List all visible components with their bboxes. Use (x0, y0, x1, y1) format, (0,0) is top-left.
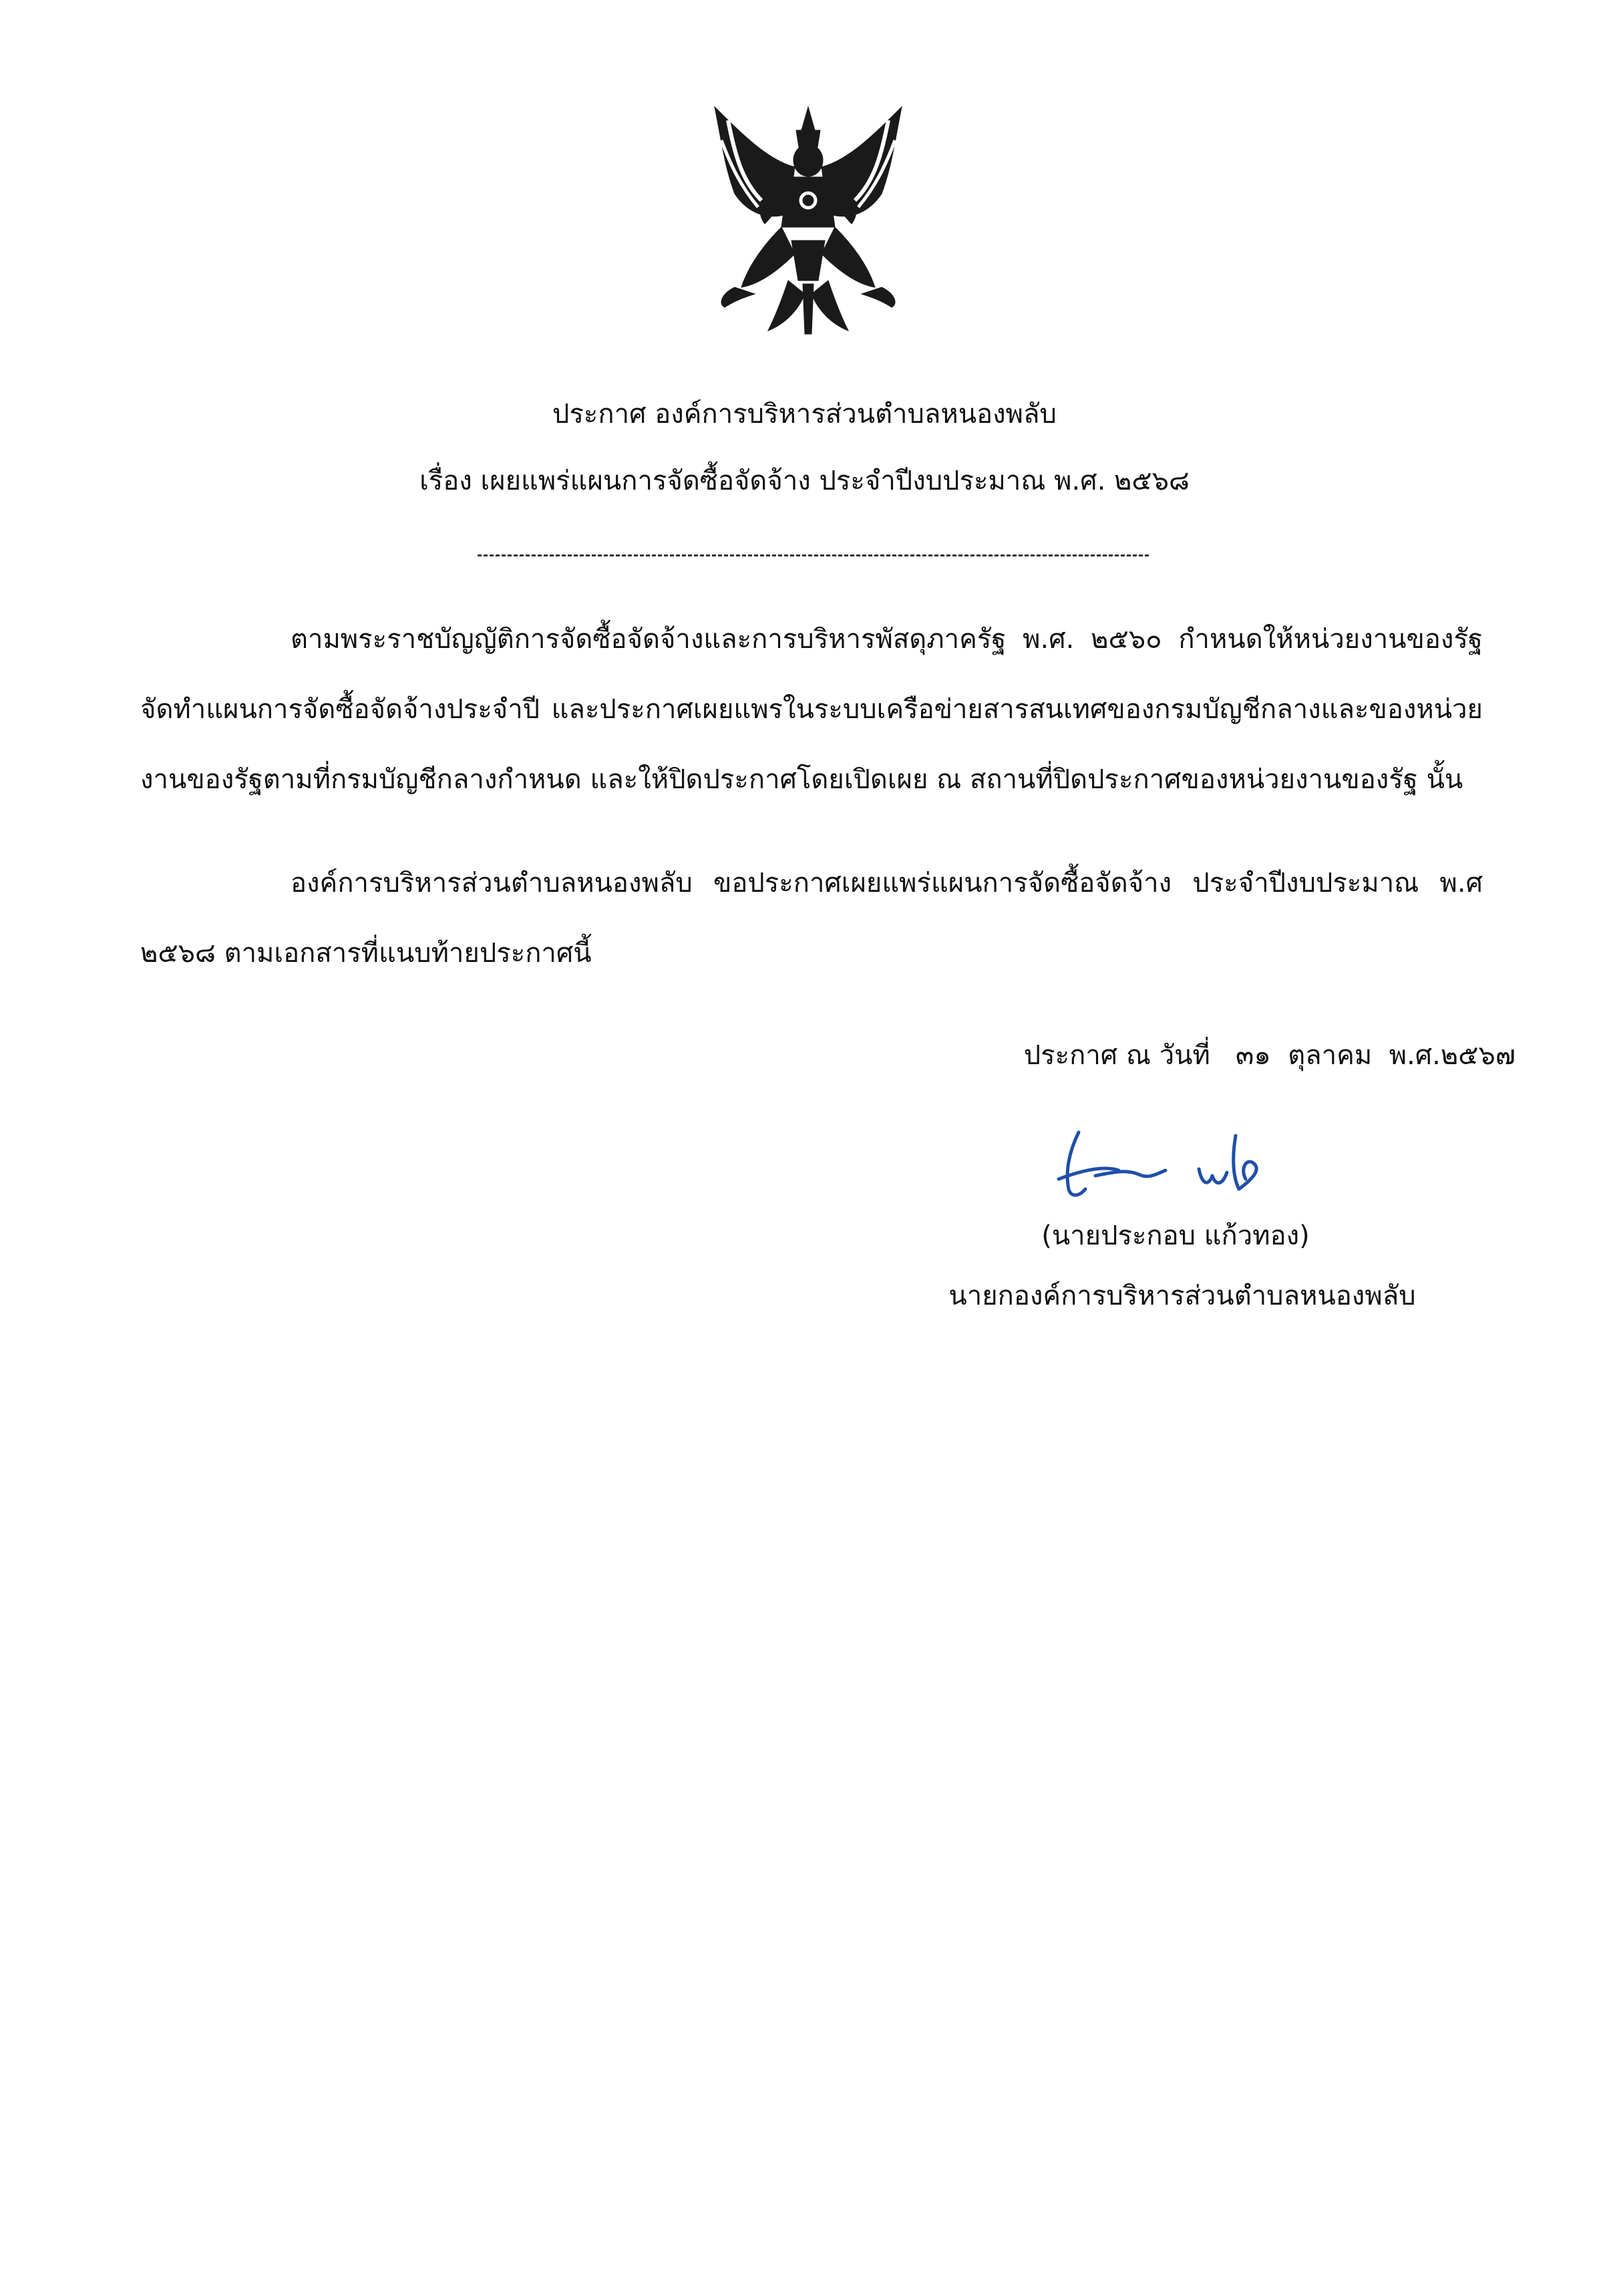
garuda-emblem-icon (695, 94, 922, 341)
announcement-title: ประกาศ องค์การบริหารส่วนตำบลหนองพลับ (552, 399, 1057, 430)
handwritten-signature (1032, 1122, 1312, 1209)
signer-position: นายกองค์การบริหารส่วนตำบลหนองพลับ (948, 1281, 1416, 1311)
announcement-subject: เรื่อง เผยแพร่แผนการจัดซื้อจัดจ้าง ประจำปีงบประมาณ พ.ศ. ๒๕๖๘ (419, 466, 1190, 496)
body-paragraph-1: ตามพระราชบัญญัติการจัดซื้อจัดจ้างและการบริหารพัสดุภาครัฐ พ.ศ. ๒๕๖๐ กำหนดให้หน่วยงานของรัฐจัดทำแผนการจัดซื้อจัดจ้างประจำปี และประกาศเผยแพรในระบบเครือข่ายสารสนเทศของกรมบัญชีกลางและของหน่วยงานของรัฐตามที่กรมบัญชีกลางกำหนด และให้ปิดประกาศโดยเปิดเผย ณ สถานที่ปิดประกาศของหน่วยงานของรัฐ นั้น (140, 624, 1483, 795)
announcement-date: ประกาศ ณ วันที่ ๓๑ ตุลาคม พ.ศ.๒๕๖๗ (1023, 1040, 1515, 1071)
divider (478, 554, 1149, 556)
signer-name: (นายประกอบ แก้วทอง) (1041, 1220, 1310, 1251)
body-paragraph-2: องค์การบริหารส่วนตำบลหนองพลับ ขอประกาศเผยแพร่แผนการจัดซื้อจัดจ้าง ประจำปีงบประมาณ พ.ศ ๒๕๖๘ ตามเอกสารที่แนบท้ายประกาศนี้ (140, 868, 1483, 969)
